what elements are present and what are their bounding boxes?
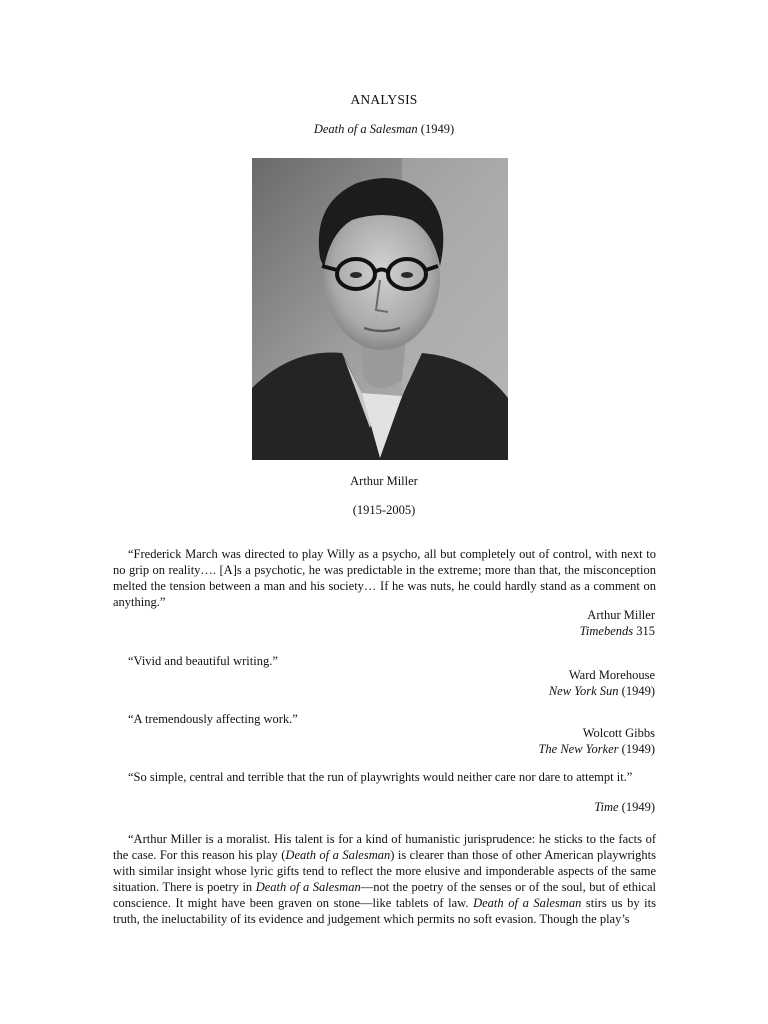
essay-title-1: Death of a Salesman bbox=[285, 848, 391, 862]
author-portrait-photo bbox=[252, 158, 508, 460]
play-year: (1949) bbox=[420, 122, 455, 136]
quote-1-author: Arthur Miller bbox=[587, 608, 655, 622]
quote-1-detail: 315 bbox=[633, 624, 655, 638]
essay-paragraph bbox=[113, 831, 656, 927]
quote-2-attribution bbox=[549, 667, 655, 699]
quote-2-detail: (1949) bbox=[618, 684, 655, 698]
essay-text-2: ) is clearer than those of other American playwrights with similar insight whose lyric gifts tend to reflect the more elusive and imponderable aspects of the same situation. There is poetry in bbox=[113, 848, 656, 894]
quote-3-source: The New Yorker bbox=[538, 742, 619, 756]
quote-2-author: Ward Morehouse bbox=[568, 668, 655, 682]
quote-1-source: Timebends bbox=[579, 624, 634, 638]
quote-3-author: Wolcott Gibbs bbox=[582, 726, 655, 740]
essay-text-4: stirs us by its truth, the ineluctability of its evidence and judgement which permits no soft evasion. Though the play’s bbox=[113, 896, 656, 926]
essay-title-3: Death of a Salesman bbox=[473, 896, 582, 910]
quote-3-detail: (1949) bbox=[618, 742, 655, 756]
essay-text-3: —not the poetry of the senses or of the soul, but of ethical conscience. It might have been graven on stone—like tablets of law. bbox=[113, 880, 657, 910]
quote-1-text: “Frederick March was directed to play Willy as a psycho, all but completely out of control, with next to no grip on reality…. [A]s a psychotic, he was predictable in the extreme; more than that, the misconception melted the tension between a man and his society… If he was nuts, he could hardly stand as a comment on anything.” bbox=[113, 547, 656, 609]
quote-3-text: “A tremendously affecting work.” bbox=[128, 712, 298, 726]
quote-4-text: “So simple, central and terrible that the run of playwrights would neither care nor dare to attempt it.” bbox=[128, 770, 633, 784]
portrait-illustration bbox=[252, 158, 508, 460]
quote-1-attribution bbox=[580, 607, 655, 639]
quote-4-detail: (1949) bbox=[618, 800, 655, 814]
play-subtitle bbox=[0, 122, 768, 137]
quote-4-attribution bbox=[594, 799, 655, 815]
quote-3-attribution bbox=[538, 725, 655, 757]
quote-4-source: Time bbox=[594, 800, 619, 814]
quote-2-text: “Vivid and beautiful writing.” bbox=[128, 654, 278, 668]
page-heading: ANALYSIS bbox=[350, 92, 418, 107]
essay-title-2: Death of a Salesman bbox=[255, 880, 361, 894]
photo-caption-name: Arthur Miller bbox=[350, 474, 418, 488]
play-title: Death of a Salesman bbox=[313, 122, 418, 136]
essay-text-1: “Arthur Miller is a moralist. His talent is for a kind of humanistic jurisprudence: he sticks to the facts of the case. For this reason his play ( bbox=[113, 832, 656, 862]
quote-2-source: New York Sun bbox=[548, 684, 619, 698]
photo-caption-years: (1915-2005) bbox=[352, 503, 416, 517]
